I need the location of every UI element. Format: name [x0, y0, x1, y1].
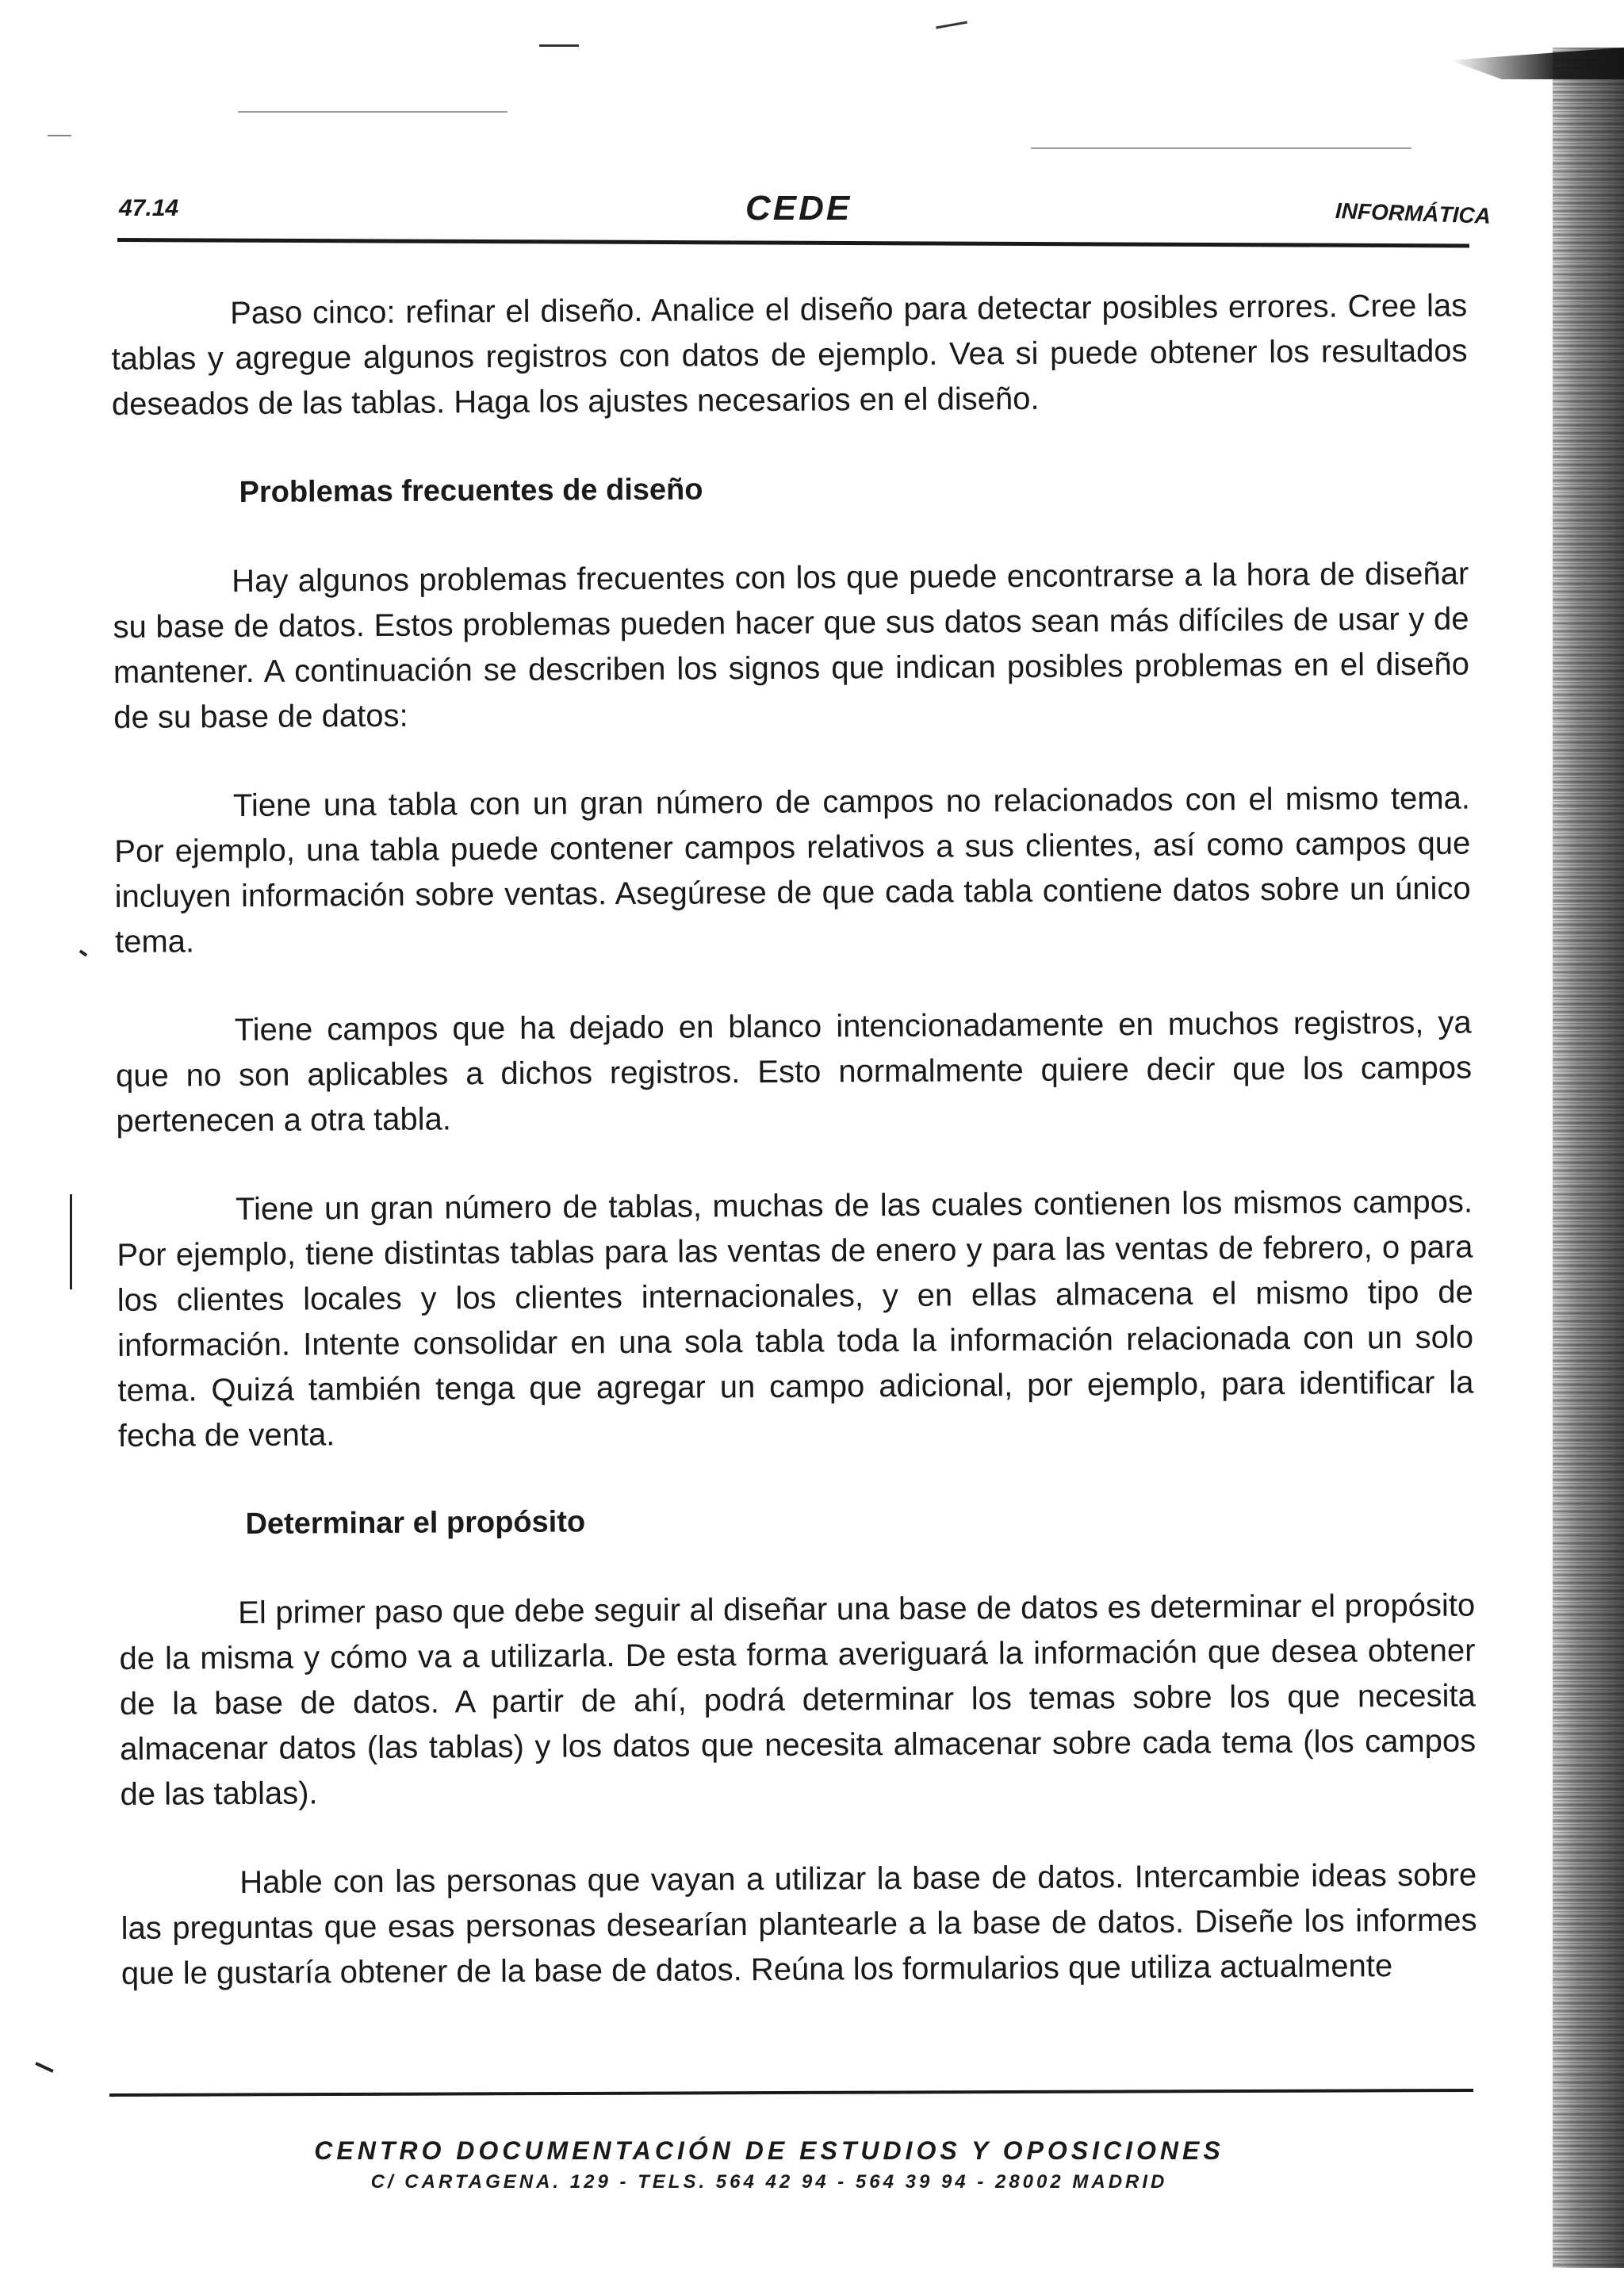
scan-speck	[539, 44, 579, 47]
page-footer	[0, 2133, 1538, 2197]
paragraph-campos-en-blanco: Tiene campos que ha dejado en blanco intencionadamente en muchos registros, ya que no son aplicables a dichos registros. Esto normalmente quiere decir que los campos pertenecen a otra tabla.	[115, 1005, 1473, 1139]
page-header	[119, 189, 1491, 236]
scan-shadow-edge	[1553, 48, 1624, 2268]
margin-pen-mark	[79, 949, 87, 956]
footer-institution: CENTRO DOCUMENTACIÓN DE ESTUDIOS Y OPOSICIONES	[314, 2136, 1224, 2165]
margin-pen-mark	[70, 1194, 72, 1289]
heading-problemas-frecuentes: Problemas frecuentes de diseño	[239, 473, 703, 510]
scan-speck	[936, 21, 967, 29]
header-rule	[117, 238, 1469, 247]
footer-rule	[109, 2089, 1473, 2097]
cede-logo: CEDE	[745, 189, 852, 228]
paragraph-hable-personas: Hable con las personas que vayan a utilizar la base de datos. Intercambie ideas sobre las preguntas que esas personas desearían plantearle a la base de datos. Diseñe los informes que le gustaría obtener de la base de datos. Reúna los formularios que utiliza actualmente	[121, 1857, 1477, 1991]
document-body	[111, 284, 1477, 2040]
page-number: 47.14	[119, 195, 179, 221]
scan-speck	[238, 111, 508, 113]
scan-speck	[48, 135, 71, 136]
scan-shadow-corner	[1450, 48, 1624, 79]
paragraph-paso-cinco: Paso cinco: refinar el diseño. Analice el diseño para detectar posibles errores. Cree las tablas y agregue algunos registros con datos de ejemplo. Vea si puede obtener los resultados deseados de las tablas. Haga los ajustes necesarios en el diseño.	[111, 288, 1468, 422]
scan-speck	[1031, 147, 1411, 149]
paragraph-tablas-repetidas: Tiene un gran número de tablas, muchas de las cuales contienen los mismos campos. Por ejemplo, tiene distintas tablas para las ventas de enero y para las ventas de febrero, o para los clientes locales y los clientes internacionales, y en ellas almacena el mismo tipo de información. Intente consolidar en una sola tabla toda la información relacionada con un solo tema. Quizá también tenga que agregar un campo adicional, por ejemplo, para identificar la fecha de venta.	[117, 1184, 1474, 1454]
footer-address: C/ CARTAGENA. 129 - TELS. 564 42 94 - 564 39 94 - 28002 MADRID	[370, 2171, 1168, 2193]
paragraph-problemas-intro: Hay algunos problemas frecuentes con los que puede encontrarse a la hora de diseñar su base de datos. Estos problemas pueden hacer que sus datos sean más difíciles de usar y de mantener. A continuación se describen los signos que indican posibles problemas en el diseño de su base de datos:	[113, 556, 1470, 735]
paragraph-campos-no-relacionados: Tiene una tabla con un gran número de campos no relacionados con el mismo tema. Por ejemplo, una tabla puede contener campos relativos a sus clientes, así como campos que incluyen información sobre ventas. Asegúrese de que cada tabla contiene datos sobre un único tema.	[114, 780, 1471, 960]
section-title: INFORMÁTICA	[1335, 198, 1492, 228]
heading-determinar-proposito: Determinar el propósito	[245, 1505, 586, 1541]
margin-pen-mark	[35, 2062, 53, 2073]
paragraph-primer-paso: El primer paso que debe seguir al diseñar una base de datos es determinar el propósito de la misma y cómo va a utilizarla. De esta forma averiguará la información que desea obtener de la base de datos. A partir de ahí, podrá determinar los temas sobre los que necesita almacenar datos (las tablas) y los datos que necesita almacenar sobre cada tema (los campos de las tablas).	[119, 1588, 1477, 1812]
